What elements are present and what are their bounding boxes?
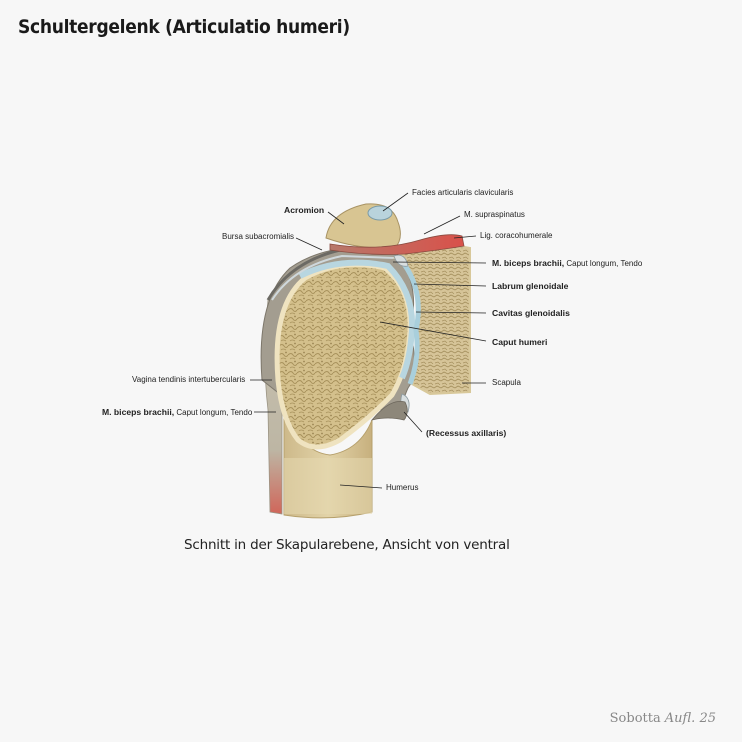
label-biceps-top-bold: M. biceps brachii, (492, 258, 565, 268)
label-acromion-text: Acromion (284, 205, 325, 215)
facies-articularis (368, 206, 392, 220)
label-vagina-tendinis: Vagina tendinis intertubercularis (132, 375, 246, 384)
label-biceps-top-rest: Caput longum, Tendo (566, 259, 643, 268)
label-recessus-text: (Recessus axillaris) (426, 428, 507, 438)
brand-edition: Aufl. 25 (664, 711, 716, 726)
label-biceps-left-rest: Caput longum, Tendo (176, 408, 253, 417)
label-cavitas-glenoidalis (492, 308, 570, 319)
label-caput-text: Caput humeri (492, 337, 548, 347)
publisher-brand (610, 711, 716, 726)
page-title: Schultergelenk (Articulatio humeri) (18, 16, 350, 38)
label-scapula: Scapula (492, 378, 521, 387)
label-labrum-text: Labrum glenoidale (492, 281, 569, 291)
label-cavitas-text: Cavitas glenoidalis (492, 308, 570, 318)
label-caput-humeri (492, 337, 547, 348)
label-labrum-glenoidale (492, 281, 568, 292)
label-acromion (284, 205, 324, 216)
label-biceps-left (102, 407, 252, 418)
label-facies-articularis: Facies articularis clavicularis (412, 188, 514, 197)
label-recessus-axillaris (426, 428, 506, 439)
label-humerus: Humerus (386, 483, 419, 492)
label-biceps-left-bold: M. biceps brachii, (102, 407, 175, 417)
caput-humeri (277, 265, 410, 447)
label-biceps-top (492, 258, 642, 269)
label-m-supraspinatus: M. supraspinatus (464, 210, 525, 219)
label-bursa-subacromialis: Bursa subacromialis (222, 232, 295, 241)
figure-caption: Schnitt in der Skapularebene, Ansicht von ventral (184, 537, 510, 553)
brand-name: Sobotta (609, 711, 661, 726)
label-lig-coracohumerale: Lig. coracohumerale (480, 231, 553, 240)
